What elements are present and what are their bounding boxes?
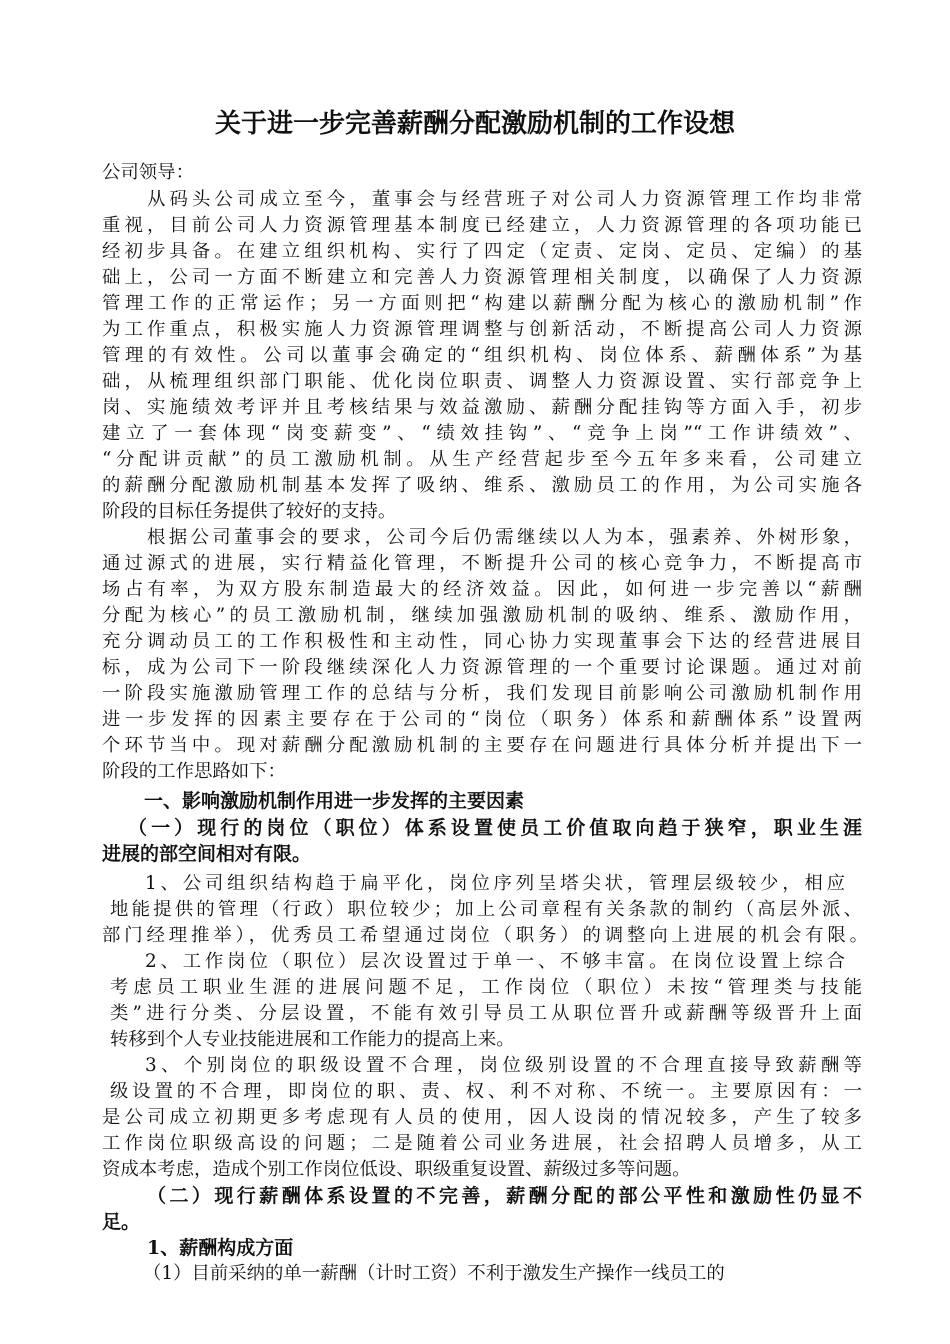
paragraph-line: 地能提供的管理（行政）职位较少；加上公司章程有关条款的制约（高层外派、 [110,899,862,920]
paragraph-line: 1、公司组织结构趋于扁平化，岗位序列呈塔尖状，管理层级较少，相应 [145,873,845,894]
paragraph-line: 进一步发挥的因素主要存在于公司的“岗位（职务）体系和薪酬体系”设置两 [102,709,862,730]
paragraph-line: 管理的有效性。公司以董事会确定的“组织机构、岗位体系、薪酬体系”为基 [102,345,862,366]
paragraph-line: 分配为核心”的员工激励机制，继续加强激励机制的吸纳、维系、激励作用， [102,605,862,626]
paragraph-line: 是公司成立初期更多考虑现有人员的使用，因人设岗的情况较多，产生了较多 [102,1107,862,1128]
subsection-heading: 足。 [102,1211,141,1233]
paragraph-line: 管理工作的正常运作；另一方面则把“构建以薪酬分配为核心的激励机制”作 [102,293,862,314]
paragraph-line: “分配讲贡献”的员工激励机制。从生产经营起步至今五年多来看，公司建立 [102,449,862,470]
document-title: 关于进一步完善薪酬分配激励机制的工作设想 [214,109,735,139]
paragraph-line: 转移到个人专业技能进展和工作能力的提高上来。 [110,1029,515,1050]
paragraph-line: 部门经理推举），优秀员工希望通过岗位（职务）的调整向上进展的机会有限。 [102,925,868,946]
paragraph-line: 经初步具备。在建立组织机构、实行了四定（定责、定岗、定员、定编）的基 [102,241,862,262]
paragraph-line: （1）目前采纳的单一薪酬（计时工资）不利于激发生产操作一线员工的 [143,1263,725,1284]
subsection-heading: （一）现行的岗位（职位）体系设置使员工价值取向趋于狭窄，职业生涯 [128,817,862,839]
paragraph-line: 充分调动员工的工作积极性和主动性，同心协力实现董事会下达的经营进展目 [102,631,862,652]
paragraph-line: 资成本考虑，造成个别工作岗位低设、职级重复设置、薪级过多等问题。 [102,1159,691,1180]
item-heading: 1、薪酬构成方面 [147,1237,294,1259]
paragraph-line: 为工作重点，积极实施人力资源管理调整与创新活动，不断提高公司人力资源 [102,319,862,340]
paragraph-line: 工作岗位职级高设的问题；二是随着公司业务进展，社会招聘人员增多，从工 [102,1133,862,1154]
paragraph-line: 3、个别岗位的职级设置不合理，岗位级别设置的不合理直接导致薪酬等 [145,1055,862,1076]
paragraph-line: 场占有率，为双方股东制造最大的经济效益。因此，如何进一步完善以“薪酬 [102,579,862,600]
paragraph-line: 础，从梳理组织部门职能、优化岗位职责、调整人力资源设置、实行部竞争上 [102,371,862,392]
paragraph-line: 2、工作岗位（职位）层次设置过于单一、不够丰富。在岗位设置上综合 [145,951,845,972]
paragraph-line: 阶段的工作思路如下： [102,761,286,782]
paragraph-line: 一阶段实施激励管理工作的总结与分析，我们发现目前影响公司激励机制作用 [102,683,862,704]
paragraph-line: 建立了一套体现“岗变薪变”、“绩效挂钩”、“竞争上岗”“工作讲绩效”、 [102,423,862,444]
paragraph-line: 岗、实施绩效考评并且考核结果与效益激励、薪酬分配挂钩等方面入手，初步 [102,397,862,418]
paragraph-line: 通过源式的进展，实行精益化管理，不断提升公司的核心竞争力，不断提高市 [102,553,862,574]
subsection-heading: （二）现行薪酬体系设置的不完善，薪酬分配的部公平性和激励性仍显不 [147,1185,862,1207]
paragraph-line: 阶段的目标任务提供了较好的支持。 [102,501,397,522]
paragraph-line: 根据公司董事会的要求，公司今后仍需继续以人为本，强素养、外树形象， [147,527,862,548]
section-heading: 一、影响激励机制作用进一步发挥的主要因素 [144,790,525,812]
paragraph-line: 础上，公司一方面不断建立和完善人力资源管理相关制度，以确保了人力资源 [102,267,862,288]
paragraph-line: 个环节当中。现对薪酬分配激励机制的主要存在问题进行具体分析并提出下一 [102,735,862,756]
paragraph-line: 类”进行分类、分层设置，不能有效引导员工从职位晋升或薪酬等级晋升上面 [110,1003,862,1024]
paragraph-line: 级设置的不合理，即岗位的职、责、权、利不对称、不统一。主要原因有：一 [110,1081,862,1102]
subsection-heading: 进展的部空间相对有限。 [102,843,312,865]
paragraph-line: 重视，目前公司人力资源管理基本制度已经建立，人力资源管理的各项功能已 [102,215,862,236]
paragraph-line: 考虑员工职业生涯的进展问题不足，工作岗位（职位）未按“管理类与技能 [110,977,862,998]
paragraph-line: 的薪酬分配激励机制基本发挥了吸纳、维系、激励员工的作用，为公司实施各 [102,475,862,496]
paragraph-line: 从码头公司成立至今，董事会与经营班子对公司人力资源管理工作均非常 [147,189,862,210]
salutation: 公司领导： [102,162,194,183]
paragraph-line: 标，成为公司下一阶段继续深化人力资源管理的一个重要讨论课题。通过对前 [102,657,862,678]
